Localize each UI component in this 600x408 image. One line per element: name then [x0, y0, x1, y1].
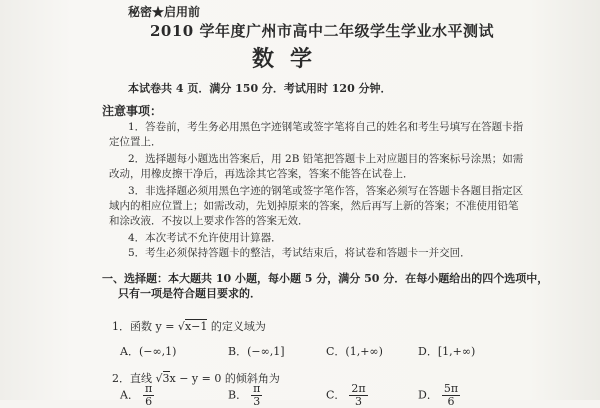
numerator: 2π [351, 382, 366, 395]
option-c: C．(1,+∞) [326, 345, 383, 358]
confidential-label: 秘密★启用前 [128, 5, 201, 19]
numerator: π [144, 382, 153, 395]
option-b: B．(−∞,1] [228, 345, 285, 358]
denominator: 3 [355, 395, 363, 408]
denominator: 6 [145, 395, 153, 408]
question-text: 1．函数 y = [112, 320, 178, 333]
option-a: A．(−∞,1) [120, 345, 177, 358]
denominator: 3 [253, 395, 261, 408]
numerator: 5π [443, 382, 459, 395]
exam-title: 2010 学年度广州市高中二年级学生学业水平测试 [150, 22, 494, 40]
fraction [143, 383, 154, 408]
notice-item: 2．选择题每小题选出答案后，用 2B 铅笔把答题卡上对应题目的答案标号涂黑；如需 [128, 153, 524, 165]
notice-item: 定位置上． [109, 136, 162, 148]
denominator: 6 [447, 395, 455, 408]
option-letter: D． [418, 388, 438, 402]
fraction [251, 383, 262, 408]
notice-item: 域内的相应位置上；如需改动，先划掉原来的答案，然后再写上新的答案；不准使用铅笔 [109, 200, 519, 212]
sqrt-sign: √ [177, 320, 185, 333]
sqrt-sign: √ [155, 372, 163, 385]
fraction [442, 383, 460, 408]
numerator: π [253, 382, 261, 395]
notice-item: 4．本次考试不允许使用计算器． [128, 232, 282, 244]
option-letter: A． [120, 388, 139, 402]
option-d: D．[1,+∞) [418, 345, 476, 358]
exam-info: 本试卷共 4 页．满分 150 分．考试用时 120 分钟． [128, 82, 392, 95]
option-a [120, 383, 154, 408]
subject-title: 数学 [252, 46, 329, 72]
notice-item: 和涂改液．不按以上要求作答的答案无效． [109, 215, 309, 227]
option-c [326, 383, 368, 408]
option-d [418, 383, 460, 408]
section-heading: 一、选择题：本大题共 10 小题，每小题 5 分，满分 50 分．在每小题给出的四个选项中， [102, 272, 549, 285]
notice-item: 3．非选择题必须用黑色字迹的钢笔或签字笔作答，答案必须写在答题卡各题目指定区 [128, 185, 524, 197]
question-1 [112, 318, 266, 334]
sqrt-content: x−1 [184, 320, 208, 333]
notice-item: 改动，用橡皮擦干净后，再选涂其它答案，答案不能答在试卷上． [109, 168, 414, 180]
notice-item: 1．答卷前，考生务必用黑色字迹钢笔或签字笔将自己的姓名和考生号填写在答题卡指 [128, 121, 524, 133]
option-letter: C． [326, 388, 346, 402]
notice-item: 5．考生必须保持答题卡的整洁，考试结束后，将试卷和答题卡一并交回． [128, 247, 471, 259]
notice-heading: 注意事项： [102, 104, 163, 118]
question-text: x − y = 0 的倾斜角为 [169, 372, 280, 385]
option-b [228, 383, 262, 408]
sqrt-content: 3 [162, 372, 170, 385]
fraction [349, 383, 367, 408]
option-letter: B． [228, 388, 248, 402]
question-text: 的定义域为 [207, 320, 266, 333]
question-text: 2．直线 [112, 372, 156, 385]
section-heading-cont: 只有一项是符合题目要求的． [118, 287, 261, 300]
